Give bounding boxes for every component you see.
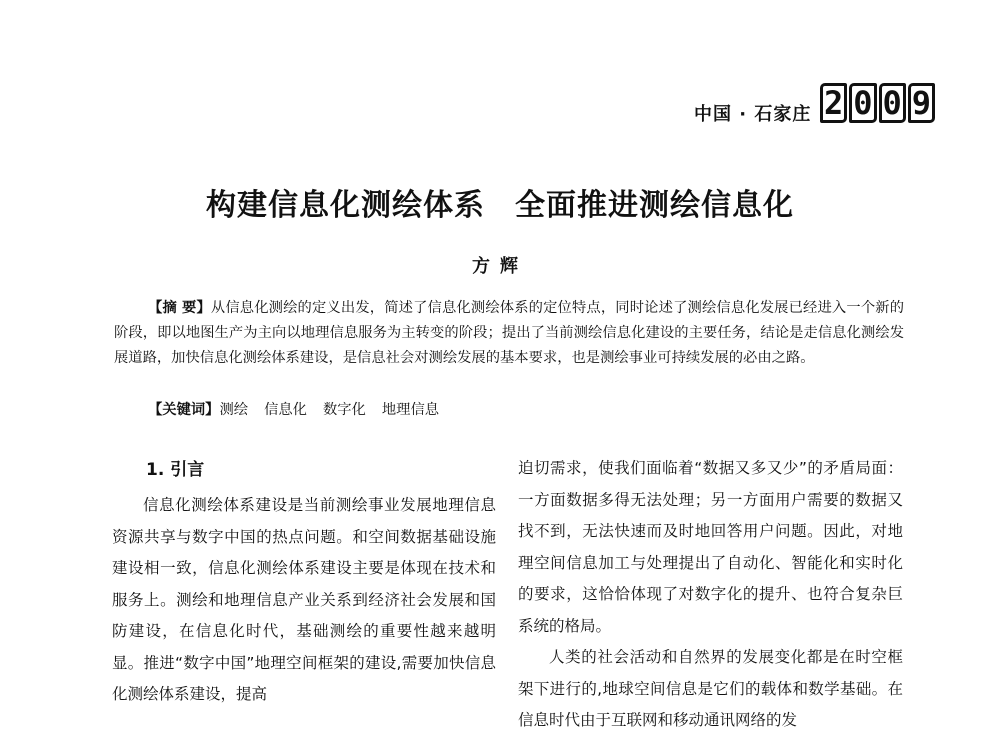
year-digit: 0 xyxy=(849,83,876,123)
year-digit: 2 xyxy=(820,83,847,123)
keywords xyxy=(148,398,455,423)
title-part-2: 全面推进测绘信息化 xyxy=(515,188,794,223)
keyword: 测绘 xyxy=(219,402,249,418)
abstract-label: 【摘 要】 xyxy=(148,300,211,316)
right-column xyxy=(518,453,903,737)
header-location: 中国 · 石家庄 xyxy=(694,104,812,125)
title-part-1: 构建信息化测绘体系 xyxy=(206,188,485,223)
section-heading: 1. 引言 xyxy=(146,460,205,480)
paragraph: 人类的社会活动和自然界的发展变化都是在时空框架下进行的,地球空间信息是它们的载体和数学基础。在信息时代由于互联网和移动通讯网络的发 xyxy=(518,648,903,729)
paragraph: 信息化测绘体系建设是当前测绘事业发展地理信息资源共享与数字中国的热点问题。和空间数据基础设施建设相一致，信息化测绘体系建设主要是体现在技术和服务上。测绘和地理信息产业关系到经济社会发展和国防建设，在信息化时代，基础测绘的重要性越来越明显。推进“数字中国”地理空间框架的建设,需要加快信息化测绘体系建设，提高 xyxy=(112,496,496,703)
abstract xyxy=(114,296,904,371)
year-digit: 0 xyxy=(879,83,906,123)
author-name: 方辉 xyxy=(472,256,528,277)
header-year-logo xyxy=(820,83,937,123)
keywords-label: 【关键词】 xyxy=(148,402,220,418)
keyword: 地理信息 xyxy=(381,402,440,418)
abstract-text: 从信息化测绘的定义出发，简述了信息化测绘体系的定位特点，同时论述了测绘信息化发展已经进入一个新的阶段，即以地图生产为主向以地理信息服务为主转变的阶段；提出了当前测绘信息化建设的主要任务，结论是走信息化测绘发展道路，加快信息化测绘体系建设，是信息社会对测绘发展的基本要求，也是测绘事业可持续发展的必由之路。 xyxy=(114,300,905,366)
keyword: 数字化 xyxy=(322,402,366,418)
year-digit: 9 xyxy=(908,83,935,123)
keyword: 信息化 xyxy=(264,402,307,418)
left-column xyxy=(112,490,496,711)
paragraph: 迫切需求，使我们面临着“数据又多又少”的矛盾局面：一方面数据多得无法处理；另一方面用户需要的数据又找不到，无法快速而及时地回答用户问题。因此，对地理空间信息加工与处理提出了自动化、智能化和实时化的要求，这恰恰体现了对数字化的提升、也符合复杂巨系统的格局。 xyxy=(518,459,903,635)
article-title xyxy=(0,180,1000,224)
